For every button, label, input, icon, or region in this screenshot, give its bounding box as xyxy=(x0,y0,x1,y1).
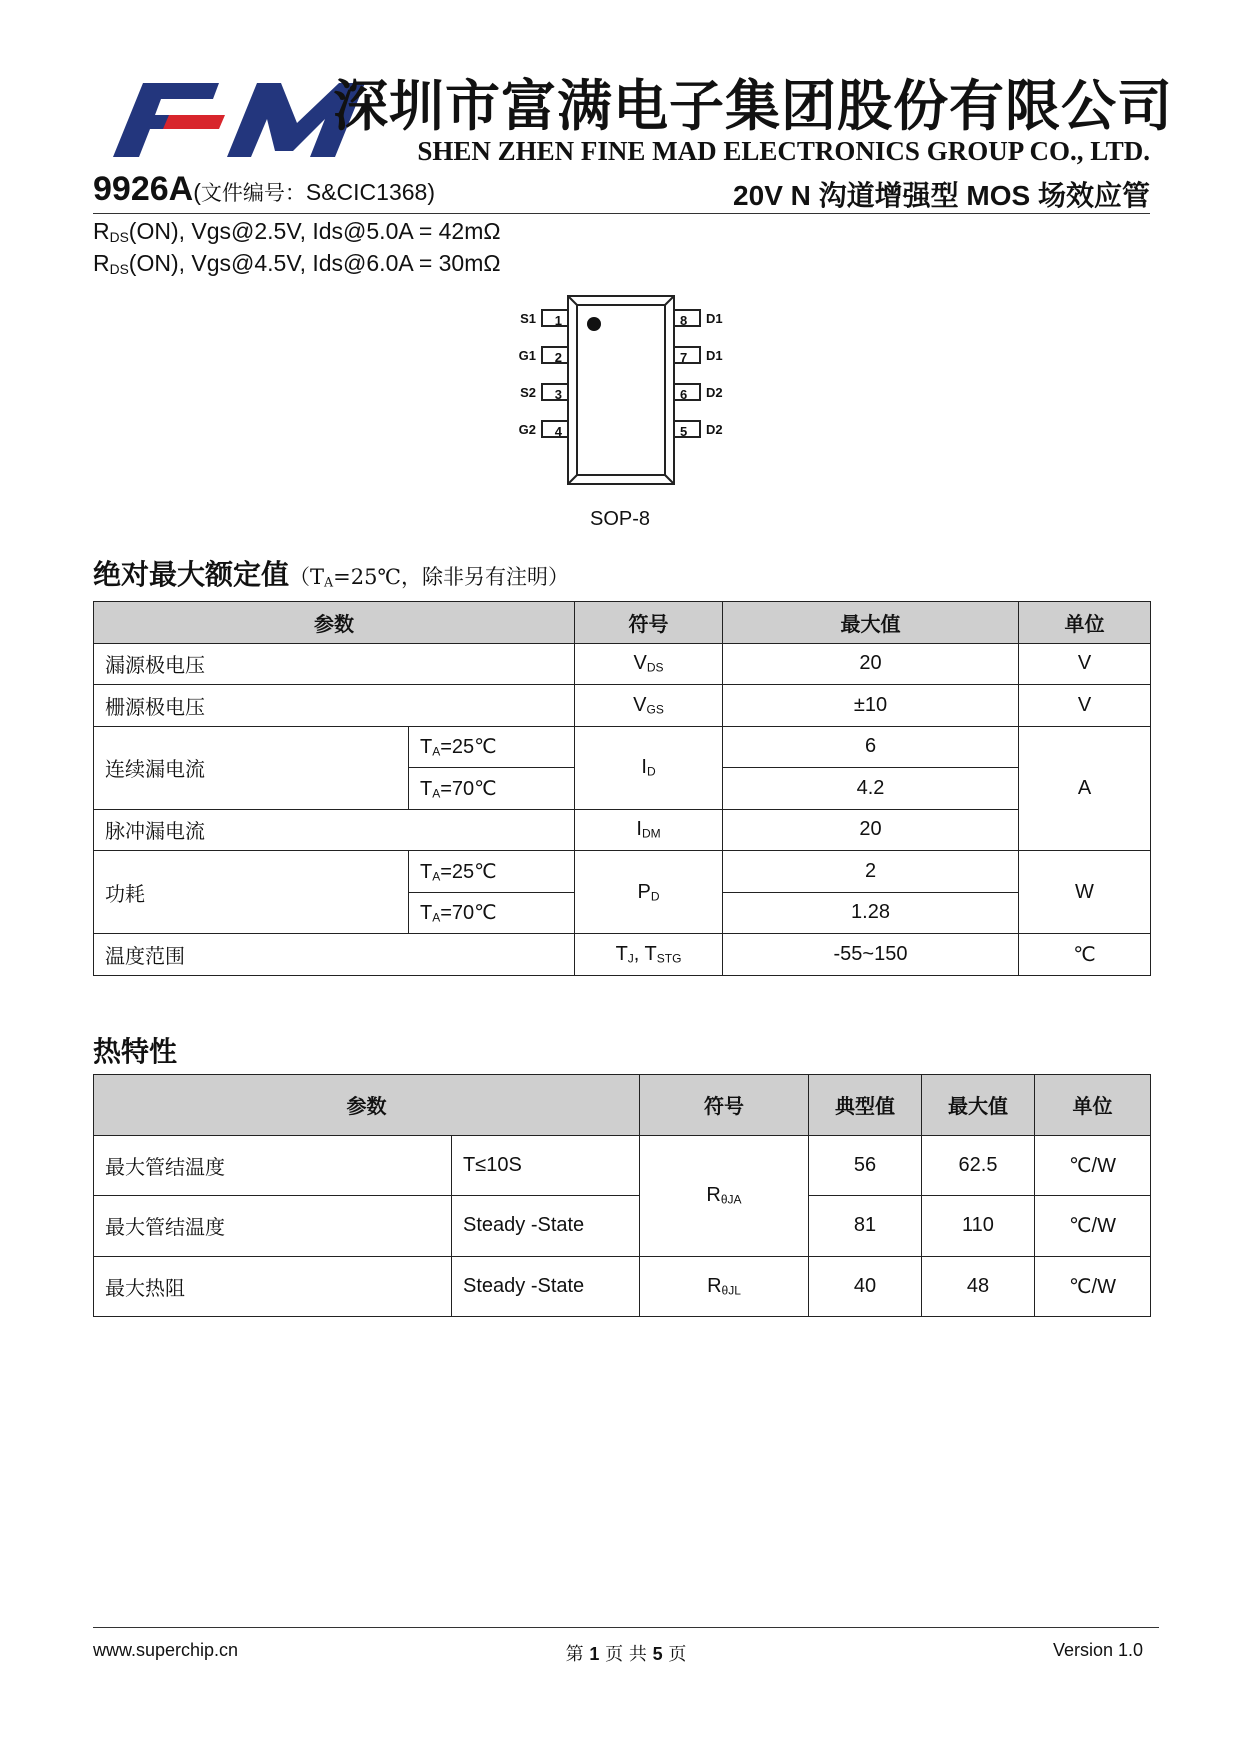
sym: P xyxy=(637,880,651,903)
sym: R xyxy=(706,1184,721,1206)
pin-8-name: D1 xyxy=(706,311,723,326)
page-pre: 第 xyxy=(565,1644,584,1665)
param-cell: 最大管结温度 xyxy=(94,1196,452,1257)
value-cell: 2 xyxy=(723,851,1019,893)
document-number xyxy=(193,179,435,205)
value-cell: 1.28 xyxy=(723,892,1019,934)
table-row xyxy=(94,934,1151,976)
condition-cell: Steady -State xyxy=(452,1256,640,1317)
pin-1-name: S1 xyxy=(520,311,536,326)
unit-cell: V xyxy=(1019,685,1151,727)
sym-sub: STG xyxy=(656,951,682,966)
param-cell: 最大管结温度 xyxy=(94,1135,452,1196)
sym-sub: θJA xyxy=(720,1192,742,1207)
symbol-cell xyxy=(575,851,723,934)
part-number xyxy=(93,170,435,209)
spec-text: (ON), Vgs@4.5V, Ids@6.0A = 30mΩ xyxy=(128,250,501,276)
symbol-cell xyxy=(575,685,723,727)
thermal-table xyxy=(93,1074,1151,1317)
page-total: 5 xyxy=(652,1644,663,1664)
company-name-cn: 深圳市富满电子集团股份有限公司 xyxy=(333,73,1174,138)
param-cell: 脉冲漏电流 xyxy=(94,809,575,851)
cond: T xyxy=(420,777,433,800)
cond-sub: A xyxy=(432,786,441,801)
header-unit: 单位 xyxy=(1019,602,1151,644)
param-cell: 栅源极电压 xyxy=(94,685,575,727)
page-footer xyxy=(93,1627,1159,1667)
spec-r: R xyxy=(93,250,110,276)
cond: T xyxy=(420,736,433,759)
pin-6-number: 6 xyxy=(680,387,688,402)
page-mid: 页 共 xyxy=(605,1644,647,1665)
table-row xyxy=(94,1135,1151,1196)
max-cell: 62.5 xyxy=(922,1135,1035,1196)
table-row xyxy=(94,643,1151,685)
pin-8-number: 8 xyxy=(680,313,688,328)
pin-4-name: G2 xyxy=(518,422,536,437)
pin-3-name: S2 xyxy=(520,385,536,400)
cond: T xyxy=(420,860,433,883)
page-indicator xyxy=(93,1640,1159,1666)
condition-cell: Steady -State xyxy=(452,1196,640,1257)
website-link[interactable]: www.superchip.cn xyxy=(93,1640,239,1660)
param-cell: 漏源极电压 xyxy=(94,643,575,685)
max-cell: 110 xyxy=(922,1196,1035,1257)
condition-cell xyxy=(409,892,575,934)
unit-cell: ℃ xyxy=(1019,934,1151,976)
sym-sub: DS xyxy=(646,660,664,675)
sym-sub: θJL xyxy=(721,1283,741,1298)
pin-5-number: 5 xyxy=(680,424,688,439)
spec-r: R xyxy=(93,218,110,244)
pin-2-name: G1 xyxy=(518,348,536,363)
pin-1-number: 1 xyxy=(554,313,562,328)
header-max: 最大值 xyxy=(922,1075,1035,1136)
package-label: SOP-8 xyxy=(589,508,651,530)
cond-sub: A xyxy=(432,910,441,925)
spec-sub: DS xyxy=(109,261,129,277)
unit-cell: W xyxy=(1019,851,1151,934)
unit-cell: ℃/W xyxy=(1035,1256,1151,1317)
abs-max-table xyxy=(93,601,1151,976)
sym: R xyxy=(707,1274,722,1297)
sym: I xyxy=(636,818,642,841)
table-row xyxy=(94,1196,1151,1257)
value-cell: ±10 xyxy=(723,685,1019,727)
page-number: 1 xyxy=(589,1644,600,1664)
value-cell: 20 xyxy=(723,643,1019,685)
unit-cell: A xyxy=(1019,726,1151,851)
condition-cell: T≤10S xyxy=(452,1135,640,1196)
table-header-row xyxy=(94,1075,1151,1136)
pin-6-name: D2 xyxy=(706,385,723,400)
company-name-en: SHEN ZHEN FINE MAD ELECTRONICS GROUP CO., LTD. xyxy=(417,136,1150,166)
param-cell: 最大热阻 xyxy=(94,1256,452,1317)
cond-sub: A xyxy=(432,869,441,884)
symbol-cell xyxy=(575,934,723,976)
pin-5-name: D2 xyxy=(706,422,723,437)
spec-line-2 xyxy=(93,250,501,277)
header-unit: 单位 xyxy=(1035,1075,1151,1136)
value-cell: 4.2 xyxy=(723,768,1019,810)
page-header xyxy=(93,62,1174,172)
value-cell: -55~150 xyxy=(723,934,1019,976)
table-header-row xyxy=(94,602,1151,644)
sym-sub: J xyxy=(627,951,634,966)
header-typ: 典型值 xyxy=(809,1075,922,1136)
param-cell: 温度范围 xyxy=(94,934,575,976)
param-cell: 连续漏电流 xyxy=(94,726,409,809)
spec-sub: DS xyxy=(109,229,129,245)
symbol-cell xyxy=(640,1256,809,1317)
param-cell: 功耗 xyxy=(94,851,409,934)
cond-open: （T xyxy=(289,565,325,589)
cond-rest: =70℃ xyxy=(440,902,497,925)
pin-7-name: D1 xyxy=(706,348,723,363)
header-param: 参数 xyxy=(94,1075,640,1136)
table-row xyxy=(94,809,1151,851)
condition-cell xyxy=(409,768,575,810)
part-number-text: 9926A xyxy=(93,170,194,208)
condition-cell xyxy=(409,726,575,768)
table-row xyxy=(94,851,1151,893)
section-title-abs-max xyxy=(93,553,569,593)
table-row xyxy=(94,1256,1151,1317)
cond: T xyxy=(420,902,433,925)
spec-text: (ON), Vgs@2.5V, Ids@5.0A = 42mΩ xyxy=(128,218,501,244)
unit-cell: ℃/W xyxy=(1035,1196,1151,1257)
header-symbol: 符号 xyxy=(640,1075,809,1136)
title-bar xyxy=(93,170,1150,214)
doc-label: 文件编号： xyxy=(200,181,306,205)
sym: V xyxy=(633,652,647,675)
version-label: Version 1.0 xyxy=(1052,1640,1143,1660)
pin1-marker xyxy=(587,317,601,331)
typ-cell: 56 xyxy=(809,1135,922,1196)
part-description: 20V N 沟道增强型 MOS 场效应管 xyxy=(733,180,1150,211)
symbol-cell xyxy=(640,1135,809,1256)
max-cell: 48 xyxy=(922,1256,1035,1317)
section-title-thermal: 热特性 xyxy=(93,1035,178,1068)
pin-2-number: 2 xyxy=(554,350,562,365)
symbol-cell xyxy=(575,809,723,851)
symbol-cell xyxy=(575,643,723,685)
pin-3-number: 3 xyxy=(554,387,562,402)
table-row xyxy=(94,726,1151,768)
value-cell: 20 xyxy=(723,809,1019,851)
sym: V xyxy=(633,693,647,716)
typ-cell: 40 xyxy=(809,1256,922,1317)
header-symbol: 符号 xyxy=(575,602,723,644)
unit-cell: V xyxy=(1019,643,1151,685)
page-post: 页 xyxy=(668,1644,687,1665)
sop8-package-diagram xyxy=(500,290,740,540)
doc-number-value: S&CIC1368) xyxy=(305,179,435,205)
sym-sub: D xyxy=(650,888,660,903)
cond-rest: =70℃ xyxy=(440,777,497,800)
condition-cell xyxy=(409,851,575,893)
sym-sep: , T xyxy=(633,942,657,965)
sym: I xyxy=(641,756,647,778)
section-condition xyxy=(289,565,569,589)
cond-sub: A xyxy=(432,744,441,759)
table-row xyxy=(94,685,1151,727)
pin-4-number: 4 xyxy=(554,424,562,439)
symbol-cell xyxy=(575,726,723,809)
cond-rest: =25℃ xyxy=(440,860,497,883)
cond-rest: =25℃ xyxy=(440,736,497,759)
header-param: 参数 xyxy=(94,602,575,644)
doc-prefix: ( xyxy=(193,179,201,205)
header-max: 最大值 xyxy=(723,602,1019,644)
cond-rest: =25℃，除非另有注明） xyxy=(333,565,569,589)
typ-cell: 81 xyxy=(809,1196,922,1257)
unit-cell: ℃/W xyxy=(1035,1135,1151,1196)
value-cell: 6 xyxy=(723,726,1019,768)
spec-line-1 xyxy=(93,218,501,245)
pin-7-number: 7 xyxy=(680,350,688,365)
sym-sub: D xyxy=(646,764,656,779)
section-title-text: 绝对最大额定值 xyxy=(93,558,290,591)
sym-sub: DM xyxy=(641,826,661,841)
sym-sub: GS xyxy=(646,702,664,717)
cond-sub: A xyxy=(324,574,334,590)
sym: T xyxy=(615,942,628,965)
